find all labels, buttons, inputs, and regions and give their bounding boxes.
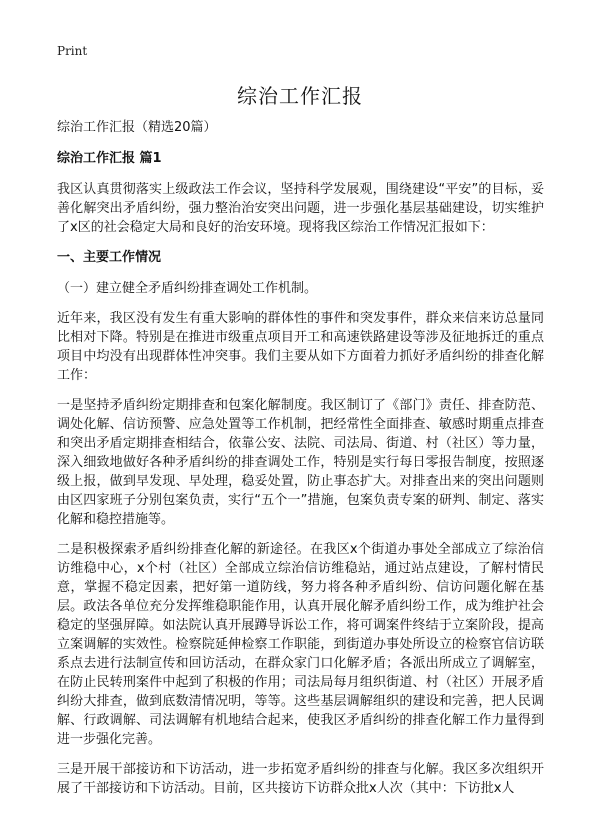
main-heading: 一、主要工作情况 (57, 250, 162, 265)
paragraph-point-1: 一是坚持矛盾纠纷定期排查和包案化解制度。我区制订了《部门》责任、排查防范、调处化解、信访预警、应急处置等工作机制，把经常性全面排查、敏感时期重点排查和突出矛盾定期排查相结合，依靠公安、法院、司法局、街道、村（社区）等力量，深入细致地做好各种矛盾纠纷的排查调处工作，特别是实行每日零报告制度，按照逐级上报，做到早发现、早处理，稳妥处置，防止事态扩大。对排查出来的突出问题则由区四家班子分别包案负责，实行“五个一”措施，包案负责专案的研判、制定、落实化解和稳控措施等。 (57, 398, 544, 527)
paragraph-point-3: 三是开展干部接访和下访活动，进一步拓宽矛盾纠纷的排查与化解。我区多次组织开展了干部接访和下访活动。目前，区共接访下访群众批x人次（其中：下访批x人 (57, 762, 544, 796)
sub-heading: （一）建立健全矛盾纠纷排查调处工作机制。 (57, 281, 318, 296)
section-title: 综治工作汇报 篇1 (57, 151, 162, 166)
document-body (57, 118, 544, 809)
paragraph-point-2: 二是积极探索矛盾纠纷排查化解的新途径。在我区x个街道办事处全部成立了综治信访维稳中心，x个村（社区）全部成立综治信访维稳站，通过站点建设，了解村情民意，掌握不稳定因素，把好第一道防线，努力将各种矛盾纠纷、信访问题化解在基层。政法各单位充分发挥维稳职能作用，认真开展化解矛盾纠纷工作，成为维护社会稳定的坚强屏障。如法院认真开展蹲导诉讼工作，将可调案件终结于立案阶段，提高立案调解的实效性。检察院延伸检察工作职能，到街道办事处所设立的检察官信访联系点去进行法制宣传和回访活动，在群众家门口化解矛盾；各派出所成立了调解室，在防止民转刑案件中起到了积极的作用；司法局每月组织街道、村（社区）开展矛盾纠纷大排查，做到底数清情况明，等等。这些基层调解组织的建设和完善，把人民调解、行政调解、司法调解有机地结合起来，使我区矛盾纠纷的排查化解工作力量得到进一步强化完善。 (57, 542, 544, 747)
document-subtitle: 综治工作汇报（精选20篇） (57, 120, 217, 135)
print-label: Print (57, 44, 88, 58)
paragraph-overview: 近年来，我区没有发生有重大影响的群体性的事件和突发事件，群众来信来访总量同比相对下降。特别是在推进市级重点项目开工和高速铁路建设等涉及征地拆迁的重点项目中均没有出现群体性冲突事。我们主要从如下方面着力抓好矛盾纠纷的排查化解工作： (57, 311, 544, 383)
document-title: 综治工作汇报 (237, 84, 363, 108)
intro-paragraph: 我区认真贯彻落实上级政法工作会议，坚持科学发展观，围绕建设“平安”的目标，妥善化解突出矛盾纠纷，强力整治治安突出问题，进一步强化基层基础建设，切实维护了x区的社会稳定大局和良好的治安环境。现将我区综治工作情况汇报如下： (57, 182, 544, 235)
